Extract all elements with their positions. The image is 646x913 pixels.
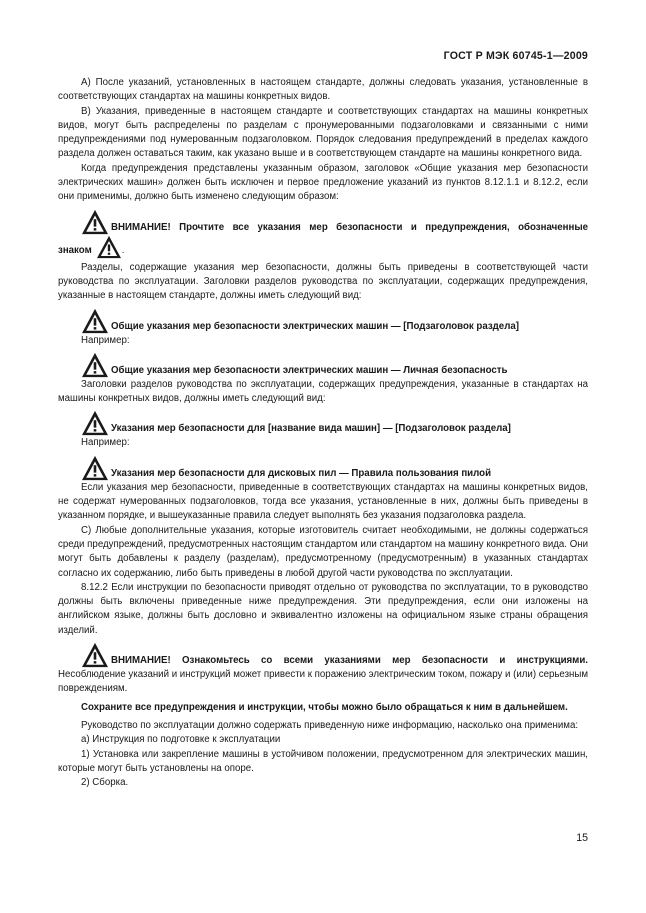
subheading-text-2: Общие указания мер безопасности электрических машин — Личная безопасность — [111, 364, 508, 376]
warning-triangle-icon — [81, 308, 109, 334]
example-label-1: Например: — [81, 334, 130, 346]
warning-triangle-icon — [81, 455, 109, 481]
warning-line-1 — [58, 209, 588, 235]
list-item-2: 2) Сборка. — [81, 777, 129, 789]
warning-line-1-cont — [58, 235, 588, 259]
paragraph-manual: Руководство по эксплуатации должно содержать приведенную ниже информацию, насколько она применима: — [81, 719, 579, 731]
subheading-3 — [58, 410, 588, 436]
document-header: ГОСТ Р МЭК 60745-1—2009 — [443, 50, 588, 62]
warning-triangle-icon — [81, 410, 109, 436]
warning-text-1-dot: . — [121, 245, 125, 257]
warning-text-2: ВНИМАНИЕ! Ознакомьтесь со всеми указаниями мер безопасности и инструкциями. — [111, 655, 588, 667]
list-item-a: а) Инструкция по подготовке к эксплуатации — [81, 734, 281, 746]
paragraph-when: Когда предупреждения представлены указанным образом, заголовок «Общие указания мер безопасности электрических машин» должен быть исключен и первое предложение указаний из пунктов 8.12.1.1 и 8.12.2, если они применимы, должно быть изменено следующим образом: — [58, 162, 588, 203]
paragraph-c: С) Любые дополнительные указания, которые изготовитель считает необходимыми, не должны содержаться среди предупреждений, предусмотренных настоящим стандартом или стандартом на машину конкретного вида. Они могут быть добавлены к разделу (разделам), предусмотренному (предусмотренным) в указанных стандартах согласно их содержанию, либо быть приведены в любой другой части руководства по эксплуатации. — [58, 524, 588, 579]
paragraph-noncompliance: Несоблюдение указаний и инструкций может привести к поражению электрическим током, пожару и (или) серьезным повреждениям. — [58, 669, 588, 695]
paragraph-sections: Разделы, содержащие указания мер безопасности, должны быть приведены в соответствующей части руководства по эксплуатации. Заголовки разделов руководства по эксплуатации, содержащих предупреждения, указанные в настоящем стандарте, должны иметь следующий вид: — [58, 261, 588, 302]
warning-line-2 — [58, 642, 588, 668]
warning-triangle-icon — [81, 642, 109, 668]
warning-text-1-cont: знаком — [58, 245, 92, 257]
page-number: 15 — [576, 832, 588, 844]
warning-triangle-icon — [81, 209, 109, 235]
document-body — [58, 76, 588, 790]
subheading-text-3: Указания мер безопасности для [название вида машин] — [Подзаголовок раздела] — [111, 423, 511, 435]
subheading-text-4: Указания мер безопасности для дисковых пил — Правила пользования пилой — [111, 467, 492, 479]
paragraph-keep: Сохраните все предупреждения и инструкции, чтобы можно было обращаться к ним в дальнейшем. — [81, 701, 568, 713]
warning-text-1: ВНИМАНИЕ! Прочтите все указания мер безопасности и предупреждения, обозначенные — [111, 221, 588, 233]
warning-triangle-icon — [96, 235, 122, 259]
subheading-2 — [58, 352, 588, 378]
paragraph-8122: 8.12.2 Если инструкции по безопасности приводят отдельно от руководства по эксплуатации, то в руководство должны быть включены приведенные ниже предупреждения. Эти предупреждения, если они изложены на английском языке, должны быть дословно и эквивалентно изложены на официальном языке страны обращения изделий. — [58, 581, 588, 636]
paragraph-b: В) Указания, приведенные в настоящем стандарте и соответствующих стандартах на машины конкретных видов, могут быть распределены по разделам с пронумерованными подзаголовками и связанными с ними предупреждениями под нумерованным подзаголовком. Порядок следования предупреждений в пределах каждого раздела должен оставаться таким, как указано выше и в соответствующем стандарте на машины конкретного вида. — [58, 105, 588, 160]
subheading-1 — [58, 308, 588, 334]
warning-triangle-icon — [81, 352, 109, 378]
paragraph-headers: Заголовки разделов руководства по эксплуатации, содержащих предупреждения, указанные в стандартах на машины конкретных видов, должны иметь следующий вид: — [58, 378, 588, 405]
paragraph-if: Если указания мер безопасности, приведенные в соответствующих стандартах на машины конкретных видов, не содержат нумерованных подзаголовков, тогда все указания, установленные в них, должны быть приведены в указанном порядке, и вышеуказанные правила следует выполнять без указания подзаголовка раздела. — [58, 481, 588, 522]
subheading-text-1: Общие указания мер безопасности электрических машин — [Подзаголовок раздела] — [111, 320, 519, 332]
paragraph-a: А) После указаний, установленных в настоящем стандарте, должны следовать указания, установленные в соответствующих стандартах на машины конкретных видов. — [58, 77, 588, 103]
subheading-4 — [58, 455, 588, 481]
list-item-1: 1) Установка или закрепление машины в устойчивом положении, предусмотренном для электрических машин, которые могут быть установлены на опоре. — [58, 748, 588, 774]
example-label-2: Например: — [81, 437, 130, 449]
